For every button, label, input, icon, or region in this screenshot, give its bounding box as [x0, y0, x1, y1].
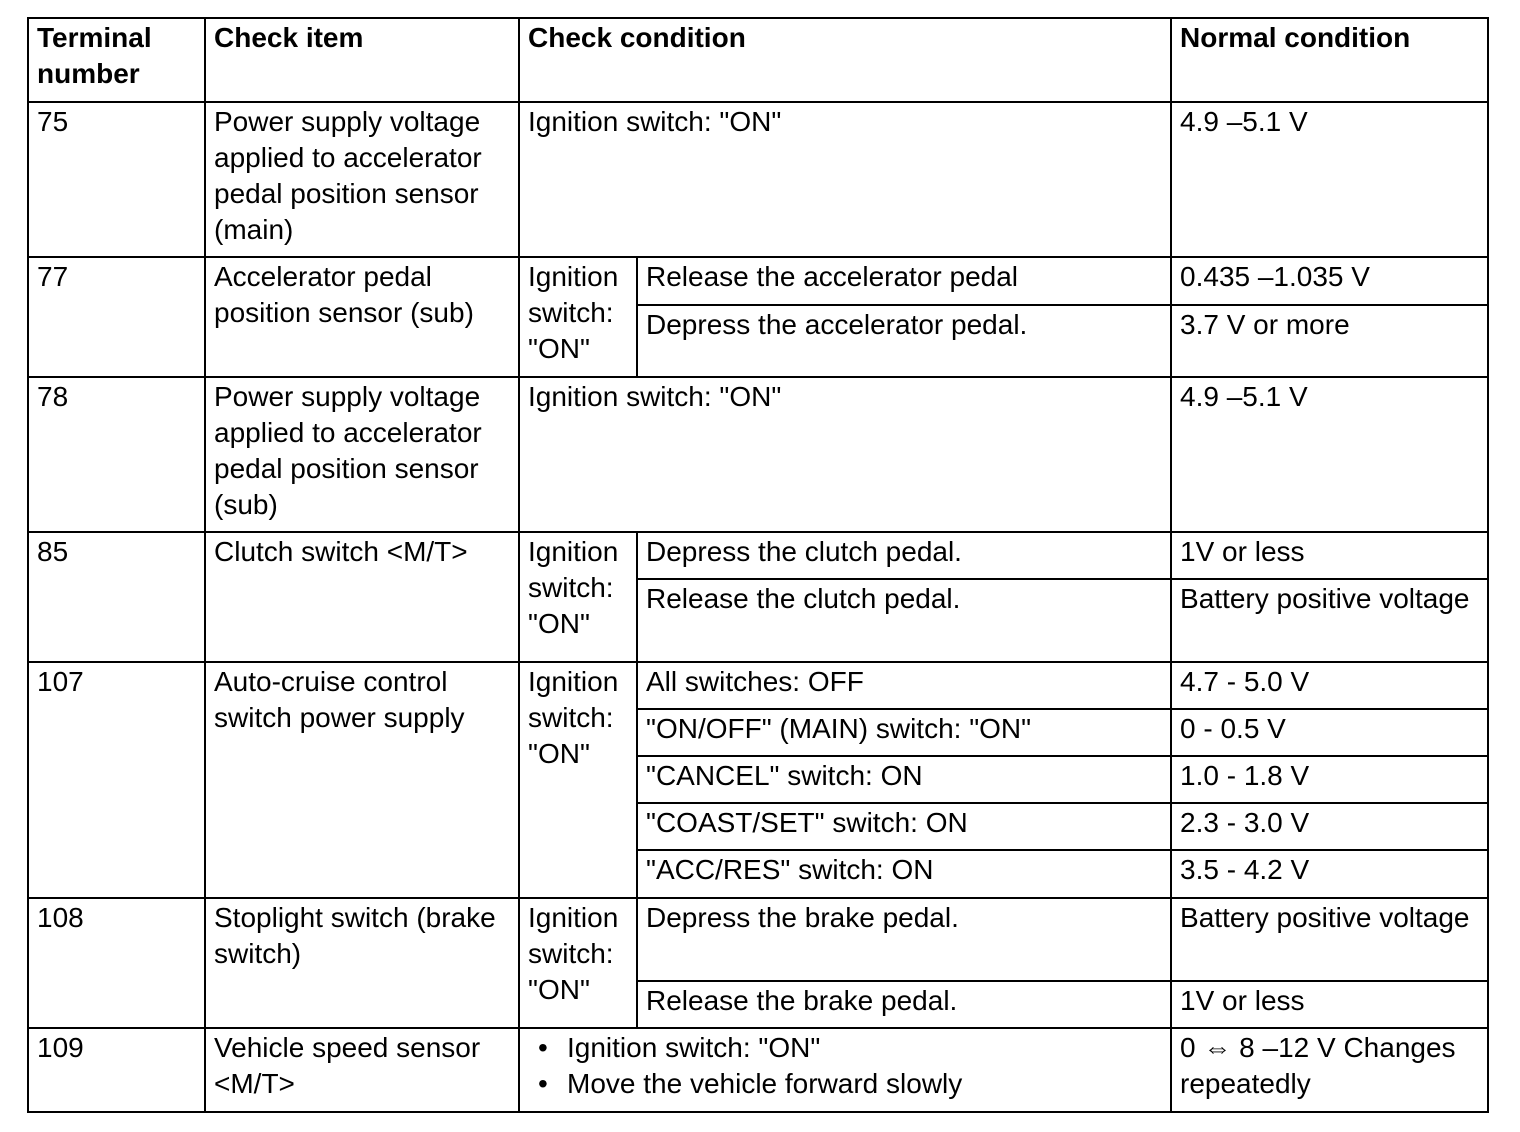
header-terminal-number: Terminal number	[28, 18, 205, 102]
table-row	[28, 102, 1488, 257]
table-row	[28, 532, 1488, 579]
sub-condition: All switches: OFF	[637, 662, 1171, 709]
check-item: Auto-cruise control switch power supply	[205, 662, 519, 897]
normal-condition: 4.9 –5.1 V	[1171, 377, 1488, 532]
terminal-number: 77	[28, 257, 205, 376]
ignition-condition: Ignition switch: "ON"	[519, 257, 637, 376]
header-normal-condition: Normal condition	[1171, 18, 1488, 102]
condition-bullet-list	[528, 1030, 1162, 1102]
table-row	[28, 1028, 1488, 1112]
check-condition: Ignition switch: "ON"	[519, 377, 1171, 532]
sub-condition: Depress the accelerator pedal.	[637, 305, 1171, 377]
sub-condition: "COAST/SET" switch: ON	[637, 803, 1171, 850]
terminal-number: 78	[28, 377, 205, 532]
terminal-number: 85	[28, 532, 205, 662]
normal-condition: 4.7 - 5.0 V	[1171, 662, 1488, 709]
normal-condition: 2.3 - 3.0 V	[1171, 803, 1488, 850]
normal-condition: 3.5 - 4.2 V	[1171, 850, 1488, 897]
header-row	[28, 18, 1488, 102]
check-condition: Ignition switch: "ON"	[519, 102, 1171, 257]
normal-condition: 1.0 - 1.8 V	[1171, 756, 1488, 803]
sub-condition: Depress the clutch pedal.	[637, 532, 1171, 579]
terminal-number: 108	[28, 898, 205, 1028]
check-item: Power supply voltage applied to accelerator pedal position sensor (sub)	[205, 377, 519, 532]
check-condition	[519, 1028, 1171, 1112]
check-item: Accelerator pedal position sensor (sub)	[205, 257, 519, 376]
sub-condition: Release the clutch pedal.	[637, 579, 1171, 662]
terminal-number: 109	[28, 1028, 205, 1112]
header-check-item: Check item	[205, 18, 519, 102]
ignition-condition: Ignition switch: "ON"	[519, 532, 637, 662]
ignition-condition: Ignition switch: "ON"	[519, 662, 637, 897]
check-item: Power supply voltage applied to accelerator pedal position sensor (main)	[205, 102, 519, 257]
normal-condition: 1V or less	[1171, 532, 1488, 579]
table-row	[28, 662, 1488, 709]
normal-condition: Battery positive voltage	[1171, 579, 1488, 662]
terminal-number: 75	[28, 102, 205, 257]
check-item: Clutch switch <M/T>	[205, 532, 519, 662]
normal-condition: 0.435 –1.035 V	[1171, 257, 1488, 304]
ignition-condition: Ignition switch: "ON"	[519, 898, 637, 1028]
header-check-condition: Check condition	[519, 18, 1171, 102]
table-row	[28, 377, 1488, 532]
sub-condition: "CANCEL" switch: ON	[637, 756, 1171, 803]
normal-condition: Battery positive voltage	[1171, 898, 1488, 981]
sub-condition: "ON/OFF" (MAIN) switch: "ON"	[637, 709, 1171, 756]
bullet-item: • Ignition switch: "ON"	[528, 1030, 1162, 1066]
normal-condition: 0 ⇔ 8 –12 V Changes repeatedly	[1171, 1028, 1488, 1112]
check-item: Vehicle speed sensor <M/T>	[205, 1028, 519, 1112]
table-row	[28, 257, 1488, 304]
sub-condition: Release the brake pedal.	[637, 981, 1171, 1028]
check-item: Stoplight switch (brake switch)	[205, 898, 519, 1028]
table-row	[28, 898, 1488, 981]
normal-condition: 3.7 V or more	[1171, 305, 1488, 377]
sub-condition: "ACC/RES" switch: ON	[637, 850, 1171, 897]
normal-condition: 1V or less	[1171, 981, 1488, 1028]
bullet-item: • Move the vehicle forward slowly	[528, 1066, 1162, 1102]
terminal-number: 107	[28, 662, 205, 897]
sub-condition: Depress the brake pedal.	[637, 898, 1171, 981]
normal-condition: 0 - 0.5 V	[1171, 709, 1488, 756]
terminal-check-table	[27, 17, 1489, 1113]
normal-condition: 4.9 –5.1 V	[1171, 102, 1488, 257]
sub-condition: Release the accelerator pedal	[637, 257, 1171, 304]
